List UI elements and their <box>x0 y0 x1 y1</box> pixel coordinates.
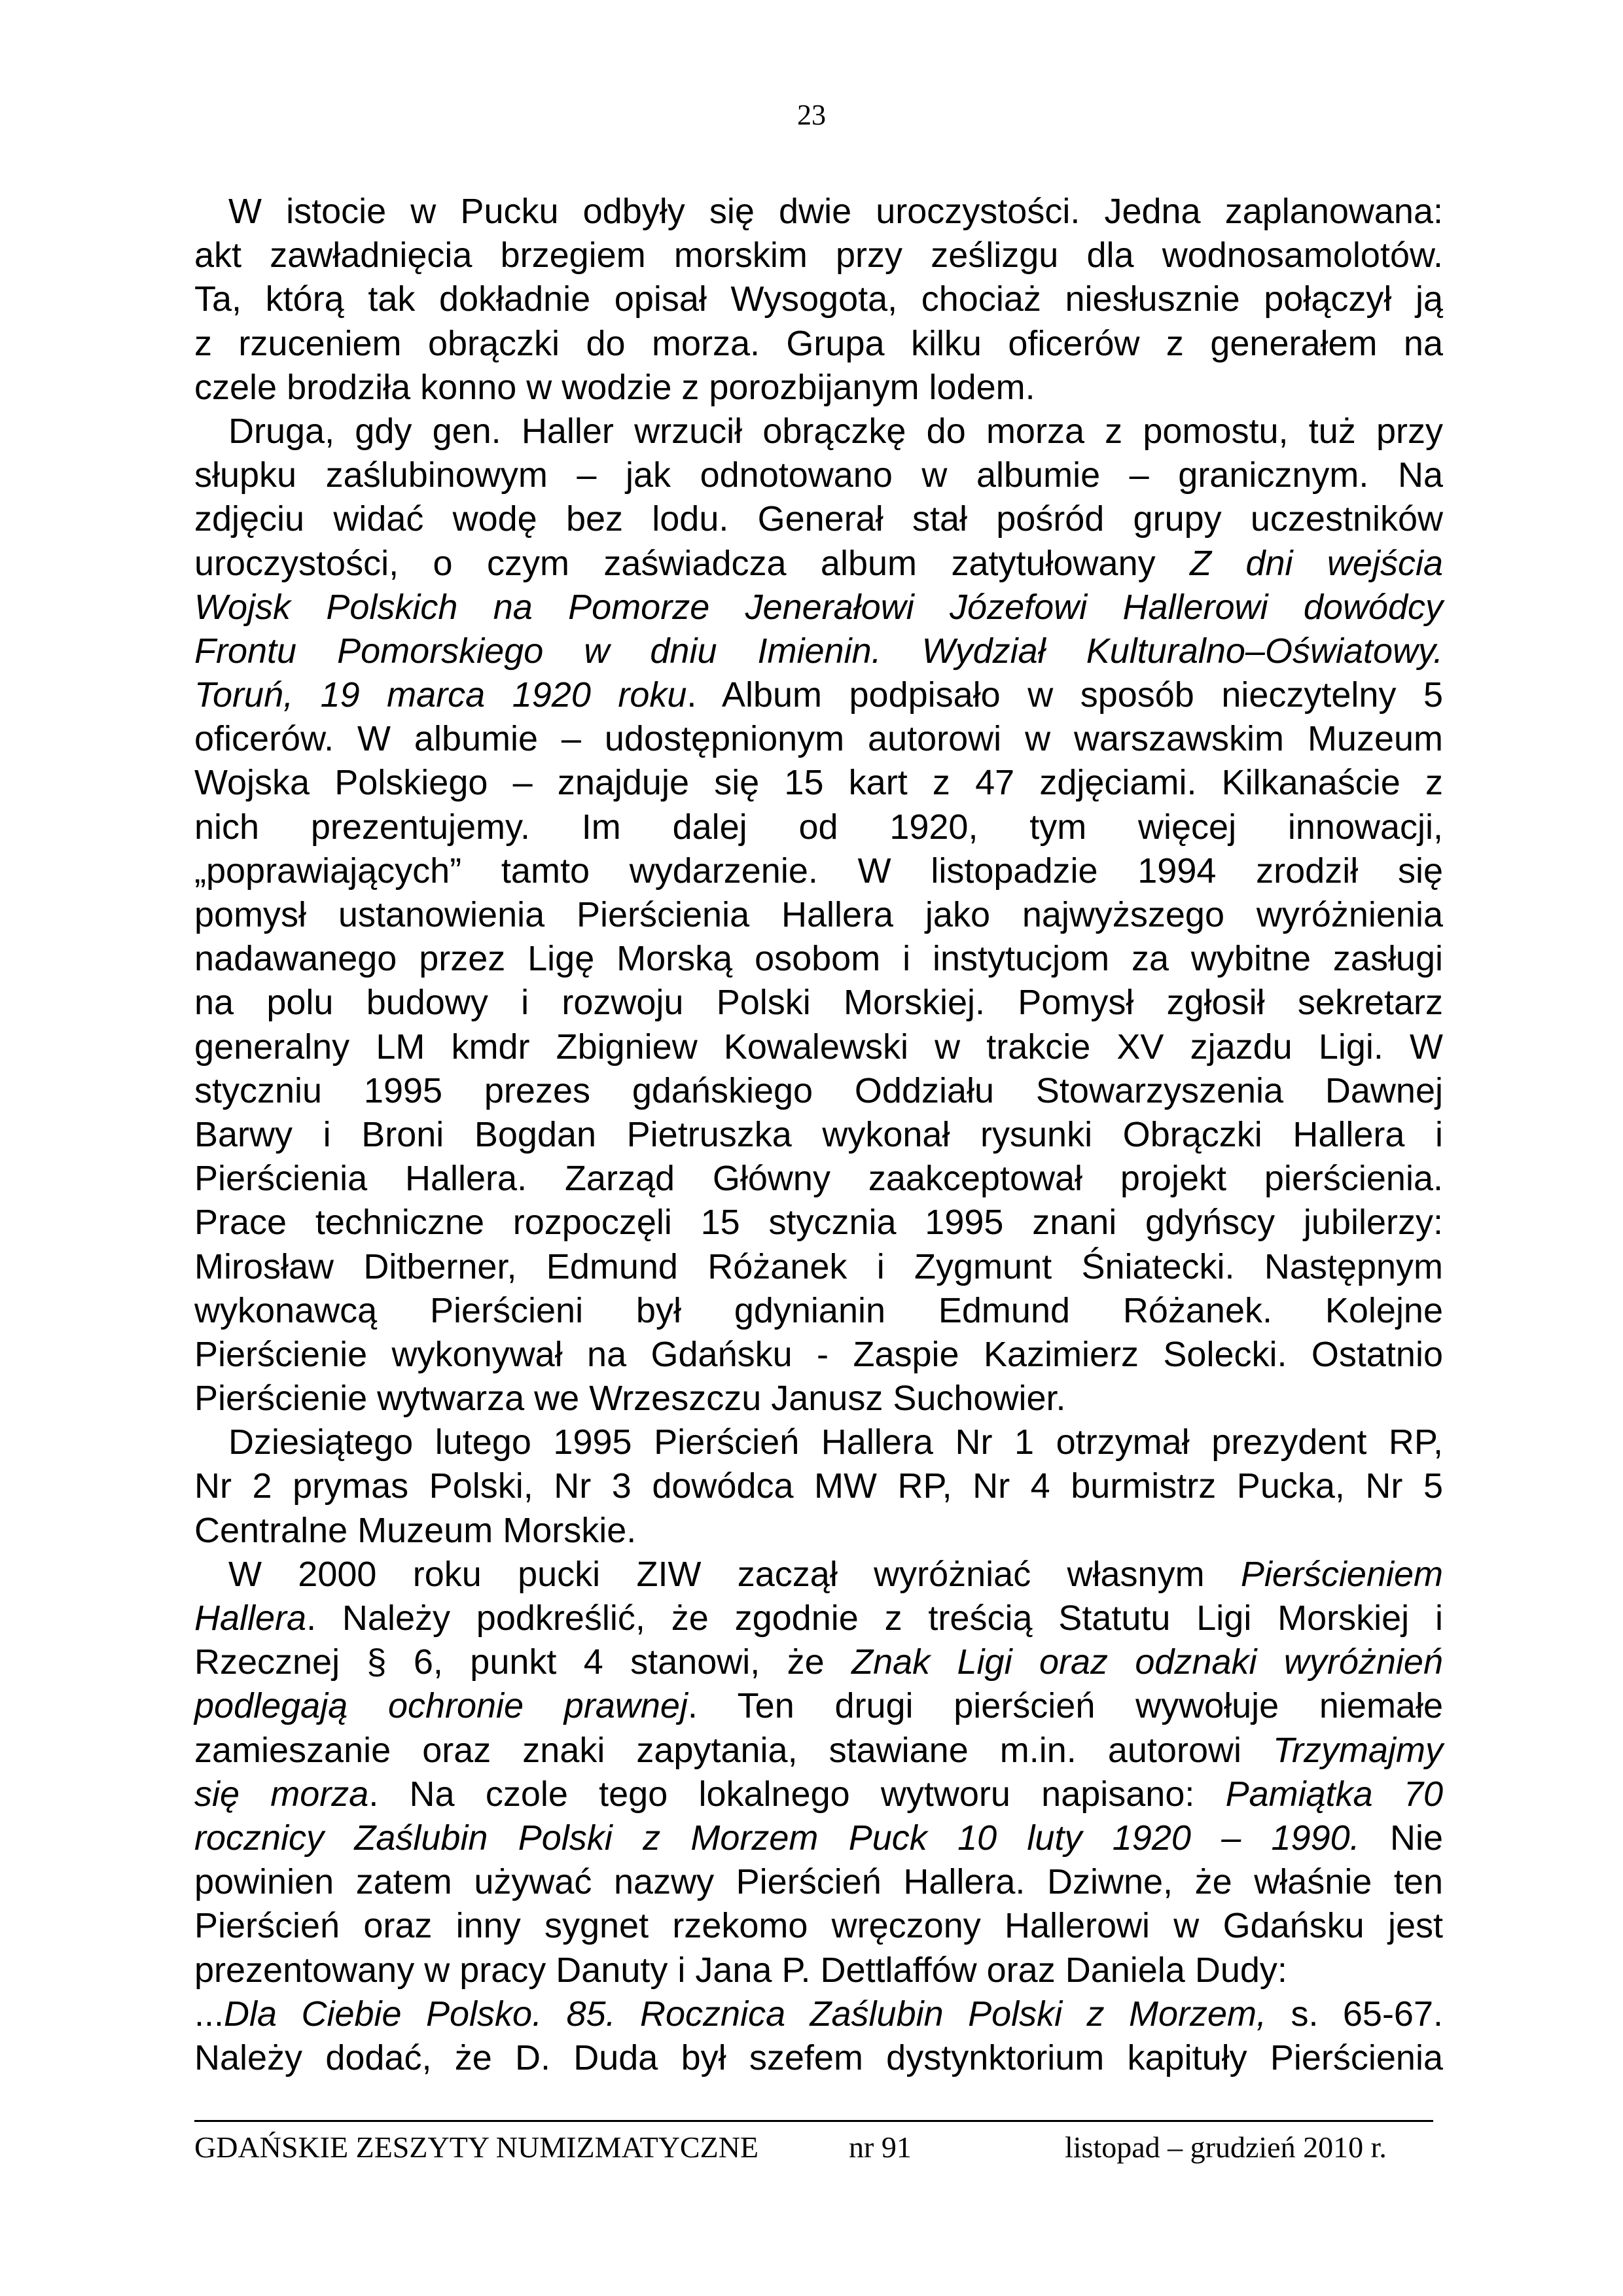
italic-text: Frontu Pomorskiego w dniu Imienin. Wydział Kulturalno–Oświatowy. <box>194 631 1443 671</box>
text-run: Ta, którą tak dokładnie opisał Wysogota, chociaż niesłusznie połączył ją <box>194 279 1443 319</box>
text-line <box>194 1421 1443 1464</box>
text-run: prezentowany w pracy Danuty i Jana P. Dettlaffów oraz Daniela Dudy: <box>194 1950 1287 1990</box>
text-line <box>194 761 1443 805</box>
text-line <box>194 277 1443 321</box>
text-run: „poprawiających” tamto wydarzenie. W listopadzie 1994 zrodził się <box>194 851 1443 891</box>
text-run: czele brodziła konno w wodzie z porozbijanym lodem. <box>194 367 1035 407</box>
text-run: pomysł ustanowienia Pierścienia Hallera jako najwyższego wyróżnienia <box>194 895 1443 934</box>
italic-text: Dla Ciebie Polsko. 85. Rocznica Zaślubin Polski z Morzem, <box>224 1994 1267 2034</box>
text-run: z rzuceniem obrączki do morza. Grupa kilku oficerów z generałem na <box>194 323 1443 363</box>
footer-divider <box>194 2120 1433 2122</box>
text-run: styczniu 1995 prezes gdańskiego Oddziału Stowarzyszenia Dawnej <box>194 1070 1443 1110</box>
text-line <box>194 717 1443 761</box>
text-line <box>194 1201 1443 1245</box>
text-line <box>194 497 1443 541</box>
text-run: Pierścienie wytwarza we Wrzeszczu Janusz Suchowier. <box>194 1379 1066 1419</box>
italic-text: Hallera <box>194 1598 307 1638</box>
text-line <box>194 981 1443 1025</box>
text-run: W 2000 roku pucki ZIW zaczął wyróżniać własnym <box>228 1554 1241 1594</box>
text-line <box>194 629 1443 673</box>
text-line <box>194 190 1443 234</box>
text-run: s. 65-67. <box>1266 1994 1444 2034</box>
text-run: na polu budowy i rozwoju Polski Morskiej. Pomysł zgłosił sekretarz <box>194 983 1443 1023</box>
text-run: . Na czole tego lokalnego wytworu napisano: <box>368 1774 1226 1814</box>
text-run: generalny LM kmdr Zbigniew Kowalewski w trakcie XV zjazdu Ligi. W <box>194 1027 1443 1067</box>
footer-journal-title: GDAŃSKIE ZESZYTY NUMIZMATYCZNE <box>194 2130 759 2164</box>
text-line <box>194 1684 1443 1728</box>
text-run: . Ten drugi pierścień wywołuje niemałe <box>687 1686 1443 1726</box>
text-line <box>194 234 1443 277</box>
italic-text: podlegają ochronie prawnej <box>194 1686 688 1726</box>
text-line <box>194 893 1443 937</box>
italic-text: Trzymajmy <box>1273 1730 1443 1770</box>
italic-text: Z dni wejścia <box>1190 543 1443 583</box>
text-line <box>194 1773 1443 1816</box>
text-run: Pierścień oraz inny sygnet rzekomo wręczony Hallerowi w Gdańsku jest <box>194 1906 1443 1946</box>
italic-text: rocznicy Zaślubin Polski z Morzem Puck 10 luty 1920 – 1990. <box>194 1818 1360 1858</box>
text-line <box>194 1597 1443 1640</box>
text-run: wykonawcą Pierścieni był gdynianin Edmund Różanek. Kolejne <box>194 1290 1443 1330</box>
text-line <box>194 1860 1443 1904</box>
text-run: Druga, gdy gen. Haller wrzucił obrączkę do morza z pomostu, tuż przy <box>228 411 1443 451</box>
text-line <box>194 1729 1443 1773</box>
italic-text: Pierścieniem <box>1240 1554 1443 1594</box>
footer-issue-date: listopad – grudzień 2010 r. <box>1065 2130 1387 2164</box>
text-run: Mirosław Ditberner, Edmund Różanek i Zygmunt Śniatecki. Następnym <box>194 1246 1443 1286</box>
text-line <box>194 410 1443 453</box>
text-run: akt zawładnięcia brzegiem morskim przy ześlizgu dla wodnosamolotów. <box>194 236 1443 275</box>
text-run: . Album podpisało w sposób nieczytelny 5 <box>687 675 1443 715</box>
text-run: Dziesiątego lutego 1995 Pierścień Hallera Nr 1 otrzymał prezydent RP, <box>228 1422 1443 1462</box>
text-run: Wojska Polskiego – znajduje się 15 kart z 47 zdjęciami. Kilkanaście z <box>194 763 1443 803</box>
text-line <box>194 1157 1443 1201</box>
text-run: nich prezentujemy. Im dalej od 1920, tym więcej innowacji, <box>194 807 1443 847</box>
text-run: nadawanego przez Ligę Morską osobom i instytucjom za wybitne zasługi <box>194 939 1443 979</box>
text-line <box>194 366 1443 410</box>
text-line <box>194 1509 1443 1553</box>
text-line <box>194 1333 1443 1377</box>
text-run: Prace techniczne rozpoczęli 15 stycznia 1995 znani gdyńscy jubilerzy: <box>194 1203 1443 1243</box>
text-run: zamieszanie oraz znaki zapytania, stawiane m.in. autorowi <box>194 1730 1274 1770</box>
text-run: Pierścienia Hallera. Zarząd Główny zaakceptował projekt pierścienia. <box>194 1159 1443 1199</box>
text-line <box>194 1816 1443 1860</box>
text-run: Centralne Muzeum Morskie. <box>194 1510 637 1550</box>
text-run: zdjęciu widać wodę bez lodu. Generał stał pośród grupy uczestników <box>194 499 1443 539</box>
text-run: Nr 2 prymas Polski, Nr 3 dowódca MW RP, Nr 4 burmistrz Pucka, Nr 5 <box>194 1466 1443 1506</box>
italic-text: się morza <box>194 1774 369 1814</box>
text-line <box>194 849 1443 893</box>
text-run: . Należy podkreślić, że zgodnie z treścią Statutu Ligi Morskiej i <box>306 1598 1443 1638</box>
text-run: uroczystości, o czym zaświadcza album zatytułowany <box>194 543 1190 583</box>
text-line <box>194 673 1443 717</box>
text-run: Barwy i Broni Bogdan Pietruszka wykonał rysunki Obrączki Hallera i <box>194 1114 1443 1154</box>
text-line <box>194 1553 1443 1597</box>
text-line <box>194 1025 1443 1069</box>
text-run: Należy dodać, że D. Duda był szefem dystynktorium kapituły Pierścienia <box>194 2038 1443 2077</box>
italic-text: Znak Ligi oraz odznaki wyróżnień <box>851 1642 1443 1682</box>
text-run: ... <box>194 1994 224 2034</box>
text-line <box>194 1245 1443 1289</box>
text-line <box>194 1464 1443 1508</box>
text-line <box>194 1113 1443 1157</box>
text-run: Rzecznej § 6, punkt 4 stanowi, że <box>194 1642 852 1682</box>
text-run: oficerów. W albumie – udostępnionym autorowi w warszawskim Muzeum <box>194 719 1443 759</box>
text-run: Nie <box>1359 1818 1443 1858</box>
italic-text: Wojsk Polskich na Pomorze Jenerałowi Józefowi Hallerowi dowódcy <box>194 587 1443 627</box>
text-line <box>194 1377 1443 1421</box>
text-line <box>194 453 1443 497</box>
text-line <box>194 1949 1443 1992</box>
article-body <box>194 190 1443 2080</box>
text-line <box>194 322 1443 366</box>
text-run: słupku zaślubinowym – jak odnotowano w albumie – granicznym. Na <box>194 455 1443 495</box>
page-number: 23 <box>797 99 826 131</box>
text-line <box>194 2036 1443 2080</box>
text-line <box>194 1640 1443 1684</box>
text-line <box>194 805 1443 849</box>
text-line <box>194 586 1443 629</box>
text-line <box>194 1289 1443 1333</box>
text-run: W istocie w Pucku odbyły się dwie uroczystości. Jedna zaplanowana: <box>228 192 1443 231</box>
text-line <box>194 1904 1443 1948</box>
text-line <box>194 937 1443 981</box>
italic-text: Toruń, 19 marca 1920 roku <box>194 675 687 715</box>
footer-issue-number: nr 91 <box>849 2130 912 2164</box>
text-line <box>194 1992 1443 2036</box>
text-line <box>194 542 1443 586</box>
text-run: Pierścienie wykonywał na Gdańsku - Zaspie Kazimierz Solecki. Ostatnio <box>194 1334 1443 1374</box>
italic-text: Pamiątka 70 <box>1225 1774 1444 1814</box>
text-run: powinien zatem używać nazwy Pierścień Hallera. Dziwne, że właśnie ten <box>194 1862 1443 1902</box>
text-line <box>194 1069 1443 1113</box>
